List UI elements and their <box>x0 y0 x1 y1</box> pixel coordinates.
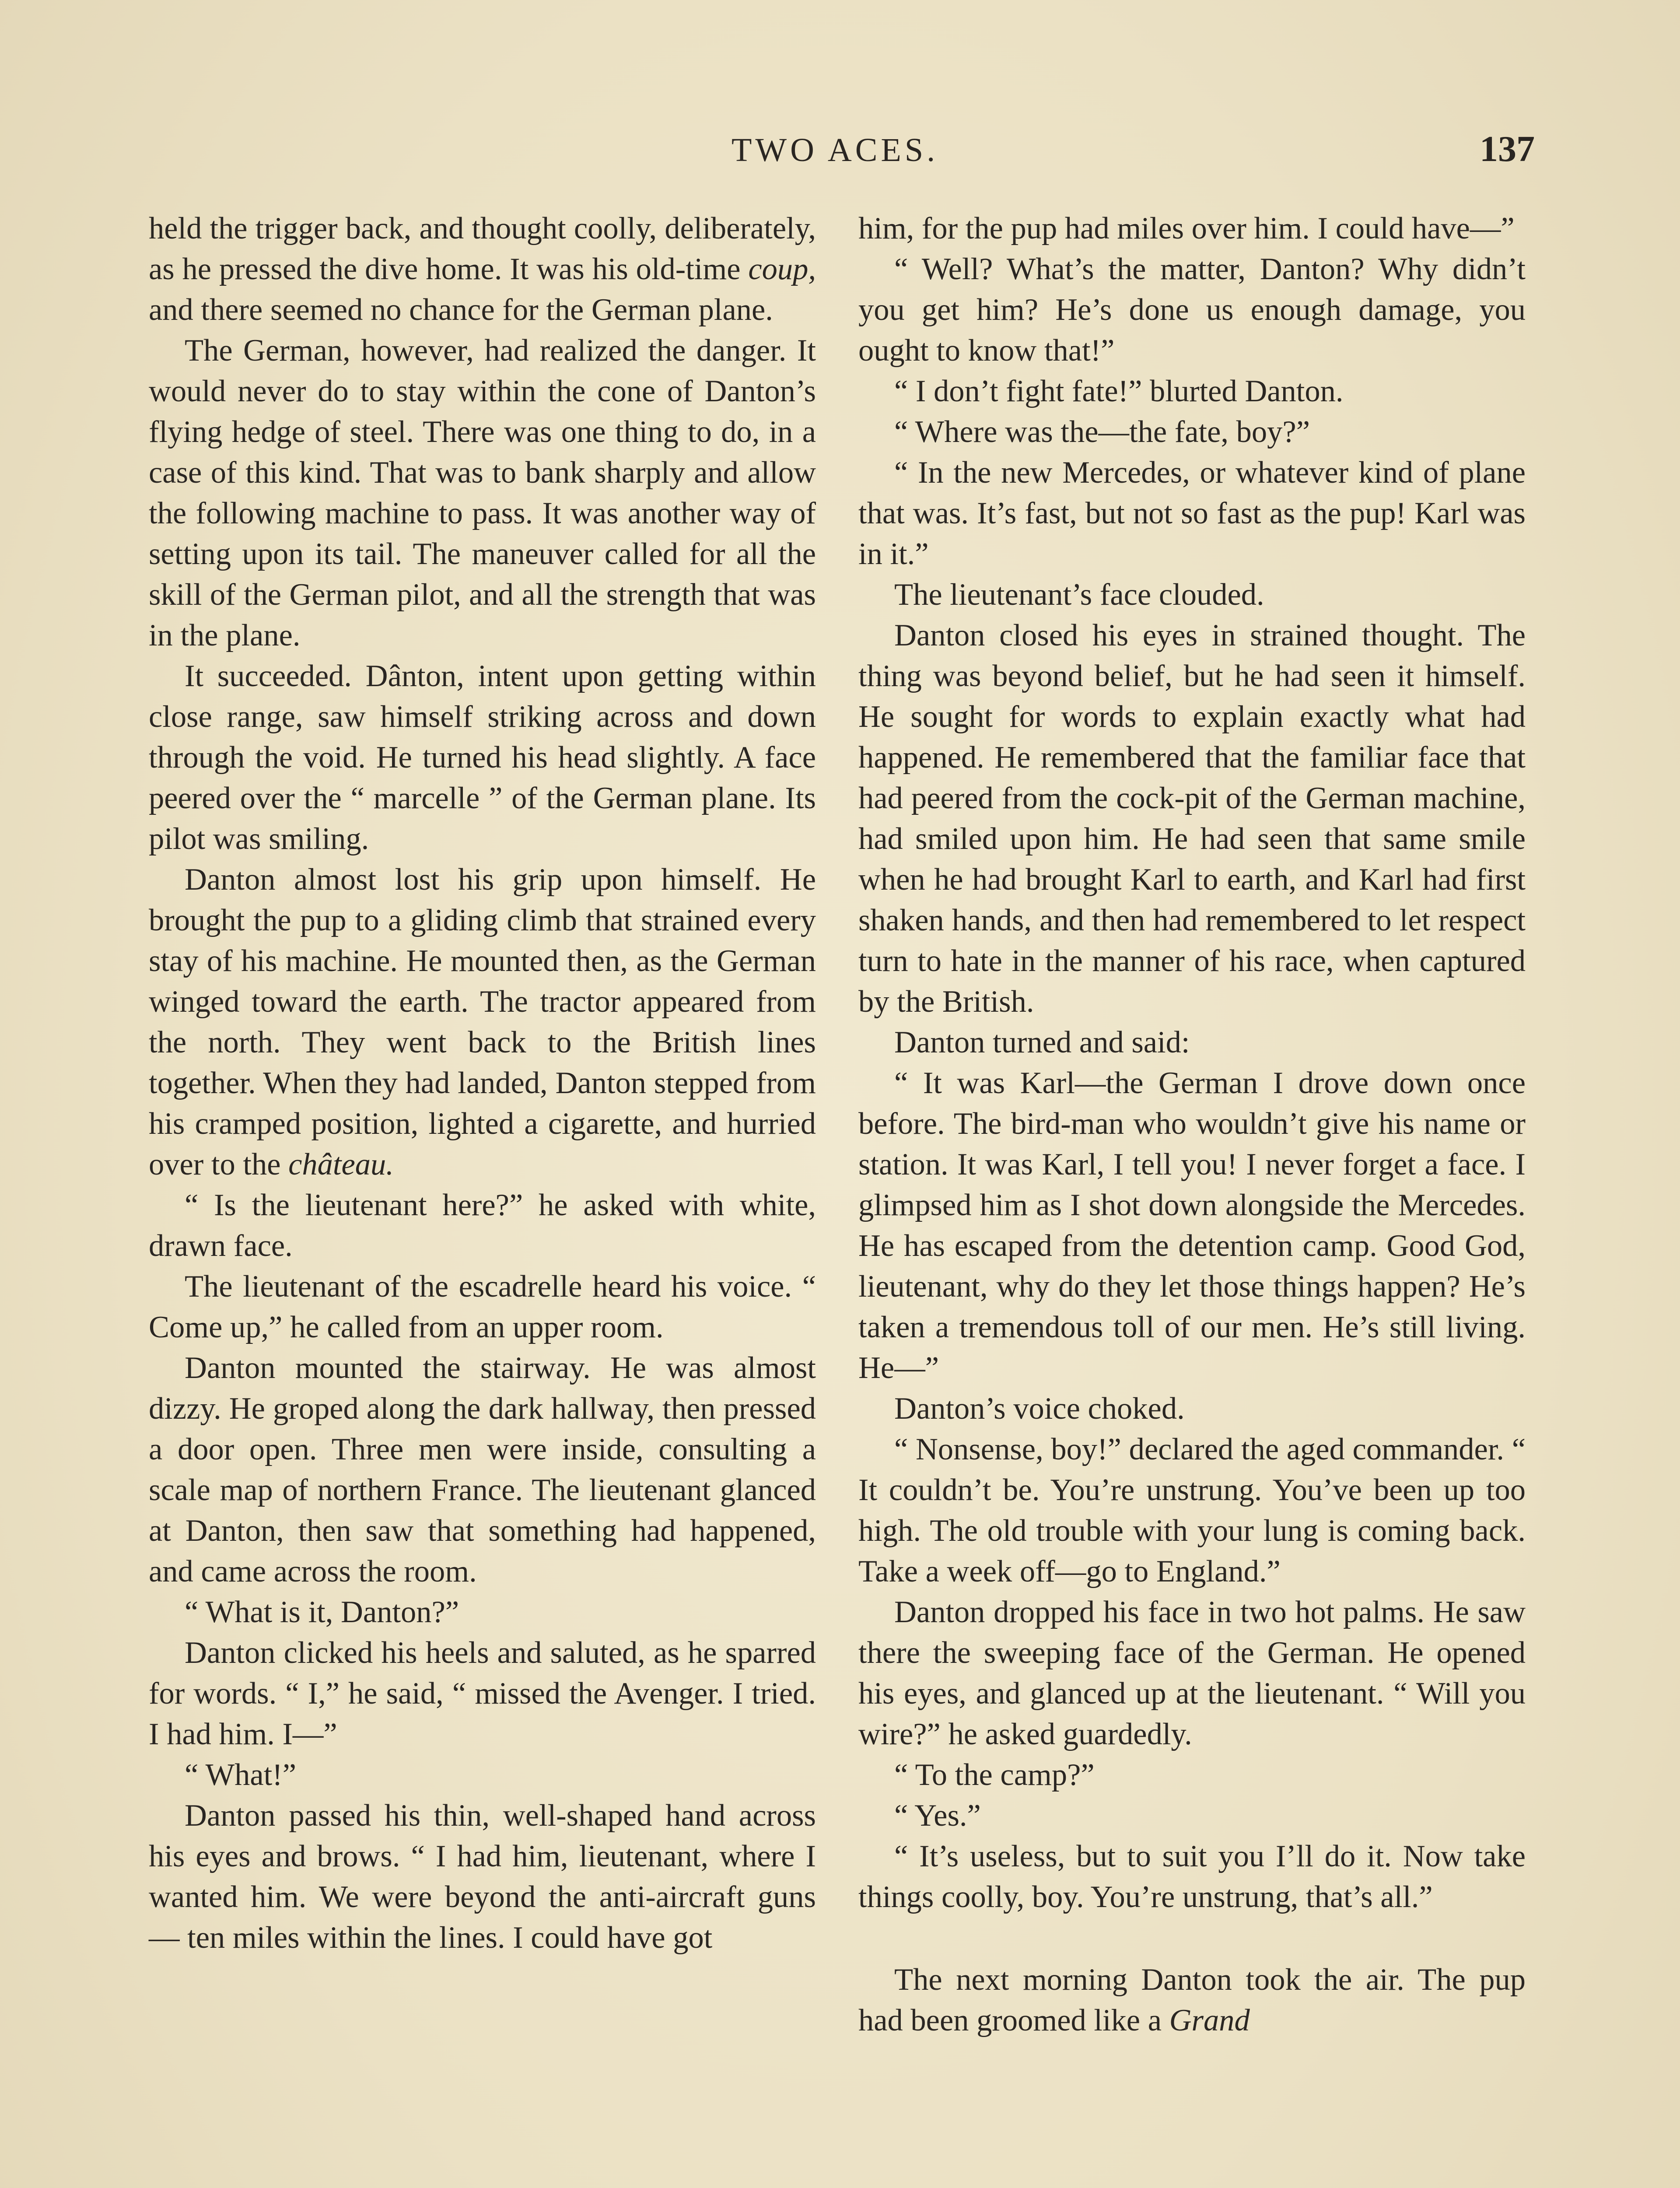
paragraph <box>858 615 1526 1022</box>
paragraph <box>149 1266 816 1348</box>
paragraph <box>858 1592 1526 1755</box>
right-text-column <box>858 208 1526 2041</box>
paragraph <box>858 1022 1526 1063</box>
paragraph-text: “ To the camp?” <box>894 1758 1095 1792</box>
paragraph <box>149 1755 816 1795</box>
paragraph-text: “ What is it, Danton?” <box>185 1595 459 1629</box>
paragraph-text: and there seemed no chance for the German plane. <box>149 293 773 327</box>
paragraph-text: “ What!” <box>185 1758 297 1792</box>
paragraph <box>149 859 816 1185</box>
paragraph <box>149 1795 816 1958</box>
paragraph <box>858 1063 1526 1389</box>
paragraph-text: Danton passed his thin, well-shaped hand across his eyes and brows. “ I had him, lieutenant, where I wanted him. We were beyond the anti-aircraft guns — ten miles within the lines. I could have got <box>149 1799 816 1955</box>
paragraph-text: “ Where was the—the fate, boy?” <box>894 415 1310 449</box>
paragraph-text: “ It’s useless, but to suit you I’ll do it. Now take things coolly, boy. You’re unstrung, that’s all.” <box>858 1839 1526 1914</box>
paragraph <box>858 1836 1526 1918</box>
italic-text: Grand <box>1169 2003 1250 2037</box>
paragraph <box>149 1592 816 1633</box>
paragraph-text: It succeeded. Dânton, intent upon getting within close range, saw himself striking across and down through the void. He turned his head slightly. A face peered over the “ marcelle ” of the German plane. Its pilot was smiling. <box>149 659 816 856</box>
paragraph-text: “ Is the lieutenant here?” he asked with white, drawn face. <box>149 1188 816 1263</box>
paragraph-text: him, for the pup had miles over him. I could have—” <box>858 211 1515 245</box>
paragraph-text: Danton dropped his face in two hot palms. He saw there the sweeping face of the German. He opened his eyes, and glanced up at the lieutenant. “ Will you wire?” he asked guardedly. <box>858 1595 1526 1751</box>
paragraph <box>858 1960 1526 2041</box>
paragraph-text: The German, however, had realized the danger. It would never do to stay within the cone of Danton’s flying hedge of steel. There was one thing to do, in a case of this kind. That was to bank sharply and allow the following machine to pass. It was another way of setting upon its tail. The maneuver called for all the skill of the German pilot, and all the strength that was in the plane. <box>149 333 816 652</box>
paragraph-text: “ Yes.” <box>894 1799 981 1833</box>
paragraph-text: “ I don’t fight fate!” blurted Danton. <box>894 374 1344 408</box>
paragraph-text: “ Well? What’s the matter, Danton? Why didn’t you get him? He’s done us enough damage, you ought to know that!” <box>858 252 1526 368</box>
paragraph <box>858 1755 1526 1795</box>
paragraph <box>858 208 1526 249</box>
paragraph-text: Danton closed his eyes in strained thought. The thing was beyond belief, but he had seen it himself. He sought for words to explain exactly what had happened. He remembered that the familiar face that had peered from the cock-pit of the German machine, had smiled upon him. He had seen that same smile when he had brought Karl to earth, and Karl had first shaken hands, and then had remembered to let respect turn to hate in the manner of his race, when captured by the British. <box>858 618 1526 1019</box>
paragraph <box>858 1795 1526 1836</box>
paragraph-text: The next morning Danton took the air. The pup had been groomed like a <box>858 1963 1526 2037</box>
paragraph-text: The lieutenant’s face clouded. <box>894 578 1264 612</box>
paragraph <box>858 412 1526 452</box>
paragraph <box>149 1348 816 1592</box>
running-title: TWO ACES. <box>732 132 939 168</box>
paragraph-text: “ Nonsense, boy!” declared the aged commander. “ It couldn’t be. You’re unstrung. You’ve been up too high. The old trouble with your lung is coming back. Take a week off—go to England.” <box>858 1432 1526 1588</box>
paragraph <box>858 452 1526 575</box>
paragraph-text: Danton mounted the stairway. He was almost dizzy. He groped along the dark hallway, then pressed a door open. Three men were inside, consulting a scale map of northern France. The lieutenant glanced at Danton, then saw that something had happened, and came across the room. <box>149 1351 816 1588</box>
paragraph-text: Danton turned and said: <box>894 1025 1190 1059</box>
paragraph-text: Danton clicked his heels and saluted, as he sparred for words. “ I,” he said, “ missed the Avenger. I tried. I had him. I—” <box>149 1636 816 1751</box>
paragraph-text: Danton’s voice choked. <box>894 1392 1185 1426</box>
italic-text: coup, <box>748 252 816 286</box>
page-number: 137 <box>1480 129 1535 169</box>
paragraph <box>858 1429 1526 1592</box>
paragraph-text: Danton almost lost his grip upon himself. He brought the pup to a gliding climb that strained every stay of his machine. He mounted then, as the German winged toward the earth. The tractor appeared from the north. They went back to the British lines together. When they had landed, Danton stepped from his cramped position, lighted a cigarette, and hurried over to the <box>149 863 816 1182</box>
paragraph-text: “ In the new Mercedes, or whatever kind of plane that was. It’s fast, but not so fast as the pup! Karl was in it.” <box>858 456 1526 571</box>
paragraph <box>149 1633 816 1755</box>
paragraph-text: “ It was Karl—the German I drove down once before. The bird-man who wouldn’t give his name or station. It was Karl, I tell you! I never forget a face. I glimpsed him as I shot down alongside the Mercedes. He has escaped from the detention camp. Good God, lieutenant, why do they let those things happen? He’s taken a tremendous toll of our men. He’s still living. He—” <box>858 1066 1526 1385</box>
paragraph <box>858 575 1526 615</box>
paragraph <box>858 249 1526 371</box>
paragraph <box>149 208 816 330</box>
paragraph <box>149 656 816 859</box>
paragraph <box>858 1389 1526 1429</box>
italic-text: château. <box>288 1147 394 1182</box>
paragraph-text: held the trigger back, and thought coolly, deliberately, as he pressed the dive home. It was his old-time <box>149 211 816 286</box>
paragraph <box>149 330 816 656</box>
paragraph-text: The lieutenant of the escadrelle heard his voice. “ Come up,” he called from an upper room. <box>149 1269 816 1344</box>
paragraph <box>858 371 1526 412</box>
left-text-column <box>149 208 816 1958</box>
paragraph <box>149 1185 816 1266</box>
